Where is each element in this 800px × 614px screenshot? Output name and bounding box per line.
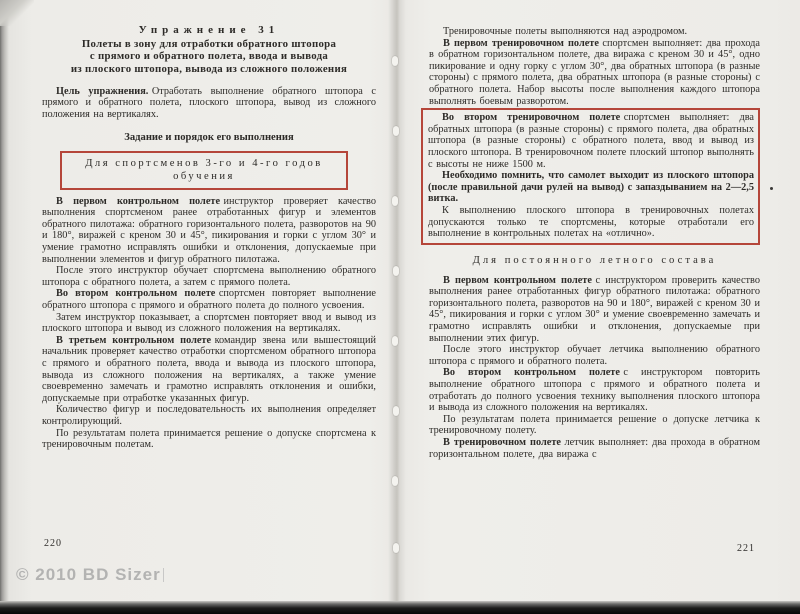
binding-stitch [392,476,398,486]
exercise-subtitle-line: из плоского штопора, вывода из сложного положения [70,62,348,75]
exercise-subtitle-line: с прямого и обратного полета, ввода и вывода [89,50,329,63]
left-page [42,24,376,451]
paragraph [429,437,760,460]
paragraph [42,196,376,266]
paragraph-lead: В тренировочном полете [443,437,561,448]
binding-stitch [392,56,398,66]
right-page [429,26,760,460]
paragraph-text: спортсмен выполняет: два обратных штопора (в разные стороны) с прямого полета, два обратных штопора (в разные стороны) с обратного полета, ввод и вывод из плоского штопора. В тренировочном полете плоский штопор выполнять с высоты не ниже 1500 м. [428,112,754,170]
binding-stitch [392,196,398,206]
paragraph [42,404,376,427]
paragraph [42,335,376,405]
binding-stitch [393,266,399,276]
goal-text: Отработать выполнение обратного штопора с прямого и обратного полета, плоского штопора, вывод из сложного положения на вертикалях. [42,85,377,121]
watermark-cursor [163,568,164,582]
paragraph-lead: В третьем контрольном полете [56,334,212,346]
binding-stitch [393,406,399,416]
paragraph-text: летчик выполняет: два прохода в обратном горизонтальном полете, два виража с [429,437,760,460]
paragraph-lead: В первом контрольном полете [56,195,221,207]
paragraph-text: Количество фигур и последовательность их выполнения определяет контролирующий. [42,404,376,427]
paragraph [428,112,754,170]
goal-paragraph [42,86,376,121]
paragraph [428,205,754,240]
scan-bottom-edge [0,601,800,614]
paragraph [429,275,760,345]
paragraph [429,414,760,437]
watermark [16,565,164,585]
paragraph-text: инструктор проверяет качество выполнения спортсменом ранее отработанных фигур и элементов обратного пилотажа: обратного горизонтального полета, разворотов на 90 и 180°, виражей с креном 30 и 45°, пикирования и горки с углом 30° и умение грамотно исправлять ошибки и отклонения, допускаемые при выполнении элементов и фигур обратного пилотажа. [42,195,376,265]
paragraph-text: После этого инструктор обучает летчика выполнению обратного штопора с прямого и обратного полета. [429,344,760,367]
paragraph-text: командир звена или вышестоящий начальник проверяет качество отработки спортсменом обратного штопора с прямого и обратного полета, ввода и вывода из плоского штопора, вывода из сложного положения на вертикалях, а также умение своевременно замечать и грамотно исправлять отклонения и ошибки, допускаемые при отработке указанных фигур. [42,334,376,404]
paragraph [42,288,376,311]
paragraph-text: Тренировочные полеты выполняются над аэродромом. [443,26,688,37]
page-number-right: 221 [737,543,755,554]
paragraph-text: К выполнению плоского штопора в тренировочных полетах допускаются только те спортсмены, которые отработали его выполнение в контрольных полетах на «отлично». [428,204,754,240]
book-gutter [388,0,406,601]
binding-stitch [393,126,399,136]
paragraph-lead: Необходимо помнить, что самолет выходит из плоского штопора (после правильной дачи рулей на вывод) с запаздыванием на 2—2,5 витка. [428,170,754,205]
binding-stitch [392,336,398,346]
paragraph-text: Затем инструктор показывает, а спортсмен повторяет ввод и вывод из плоского штопора и вывод из сложного положения на вертикалях. [42,311,376,335]
page-number-left: 220 [44,538,62,549]
paragraph-text: спортсмен повторяет выполнение обратного штопора с прямого и обратного полета до полного усвоения. [42,288,376,312]
paragraph [429,344,760,367]
red-highlight-box [60,151,348,190]
paragraph [428,170,754,205]
paragraph [429,367,760,413]
paragraph-text: спортсмен выполняет: два прохода в обратном горизонтальном полете, два виража с креном 30 и 45°, одно пикирование и одну горку с углом 30°, два обратных штопора (в разные стороны) с прямого полета, два обратных штопора (в разные стороны) с обратного полета. Набор высоты после выполнения каждого штопора выполнять боевым разворотом. [429,37,760,107]
paragraph-lead: Во втором контрольном полете [56,288,216,300]
red-highlight-box [421,108,760,245]
paragraph [429,26,760,38]
paragraph-text: По результатам полета принимается решение о допуске спортсмена к тренировочным полетам. [42,427,376,451]
binding-stitch [393,543,399,553]
paragraph [42,312,376,335]
paragraph [429,38,760,108]
goal-lead: Цель упражнения. [56,85,149,97]
scan-speck [770,187,773,190]
scan-left-edge [0,0,9,614]
exercise-title: Упражнение 31 [138,24,280,36]
paragraph [42,428,376,451]
paragraph-text: После этого инструктор обучает спортсмена выполнению обратного штопора с обратного полета, а затем с прямого полета. [42,265,376,288]
paragraph-lead: Во втором контрольном полете [443,367,620,379]
section-heading: Для постоянного летного состава [472,254,717,266]
paragraph [42,265,376,288]
paragraph-text: По результатам полета принимается решение о допуске летчика к тренировочному полету. [429,413,760,437]
paragraph-lead: В первом контрольном полете [443,274,592,286]
boxed-heading: Для спортсменов 3-го и 4-го годов обучения [85,157,323,182]
watermark-text: © 2010 BD Sizer [16,565,161,584]
exercise-subtitle-line: Полеты в зону для отработки обратного штопора [81,38,337,50]
paragraph-lead: Во втором тренировочном полете [442,112,621,124]
scan-corner [0,0,34,26]
section-heading: Задание и порядок его выполнения [124,131,294,143]
paragraph-text: с инструктором проверить качество выполнения ранее отработанных фигур обратного пилотажа: обратного горизонтального полета, разворотов на 90 и 180°, виражей с креном 30 и 45°, пикирования и горки с углом 30° и умение своевременно замечать и грамотно исправлять ошибки и отклонения, допускаемые при выполнении этих фигур. [429,274,760,344]
paragraph-lead: В первом тренировочном полете [443,37,599,49]
paragraph-text: с инструктором повторить выполнение обратного штопора с прямого и обратного полета и отработать до полного усвоения технику выполнения плоского штопора и вывода из сложного положения на вертикалях. [429,367,760,414]
